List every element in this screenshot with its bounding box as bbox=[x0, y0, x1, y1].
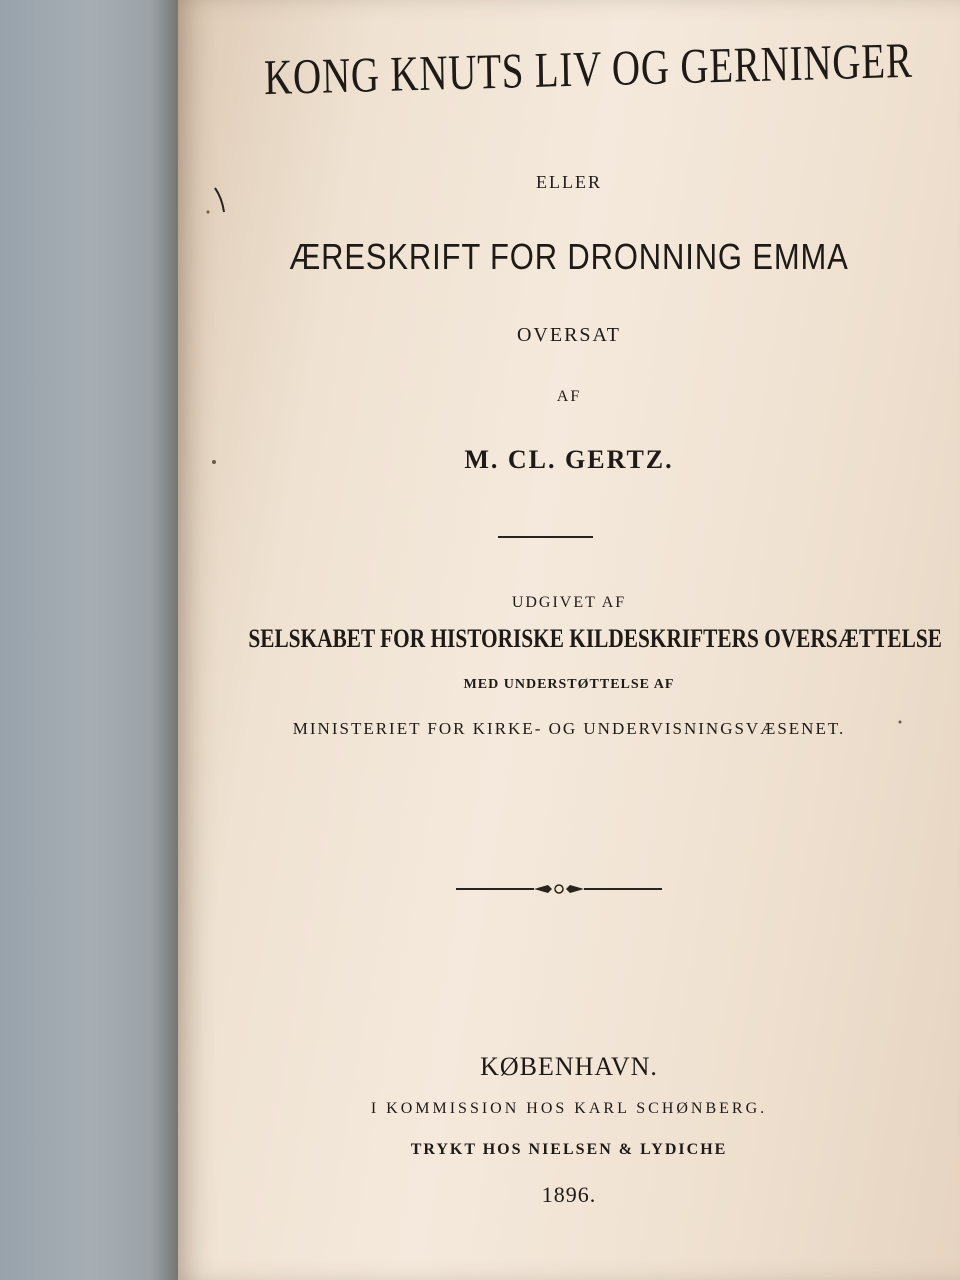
publication-year: 1896. bbox=[541, 1182, 597, 1207]
publication-city: KØBENHAVN. bbox=[480, 1052, 658, 1081]
book-title: KONG KNUTS LIV OG GERNINGER bbox=[263, 31, 914, 106]
title-connector: ELLER bbox=[536, 172, 602, 192]
supporting-ministry: MINISTERIET FOR KIRKE- OG UNDERVISNINGSVÆSENET. bbox=[292, 719, 846, 738]
book-subtitle: ÆRESKRIFT FOR DRONNING EMMA bbox=[289, 236, 849, 277]
ornament-divider-icon bbox=[454, 876, 664, 902]
printer-line: TRYKT HOS NIELSEN & LYDICHE bbox=[410, 1141, 728, 1158]
translator-name: M. CL. GERTZ. bbox=[464, 445, 674, 474]
translated-label: OVERSAT bbox=[516, 324, 621, 346]
support-label: MED UNDERSTØTTELSE AF bbox=[463, 677, 675, 692]
by-label: AF bbox=[556, 388, 582, 405]
published-by-label: UDGIVET AF bbox=[511, 594, 627, 611]
publisher-society: SELSKABET FOR HISTORISKE KILDESKRIFTERS OVERSÆTTELSE bbox=[248, 624, 942, 653]
commission-line: I KOMMISSION HOS KARL SCHØNBERG. bbox=[370, 1100, 768, 1117]
divider-rule bbox=[498, 536, 593, 538]
title-page bbox=[178, 0, 960, 1280]
